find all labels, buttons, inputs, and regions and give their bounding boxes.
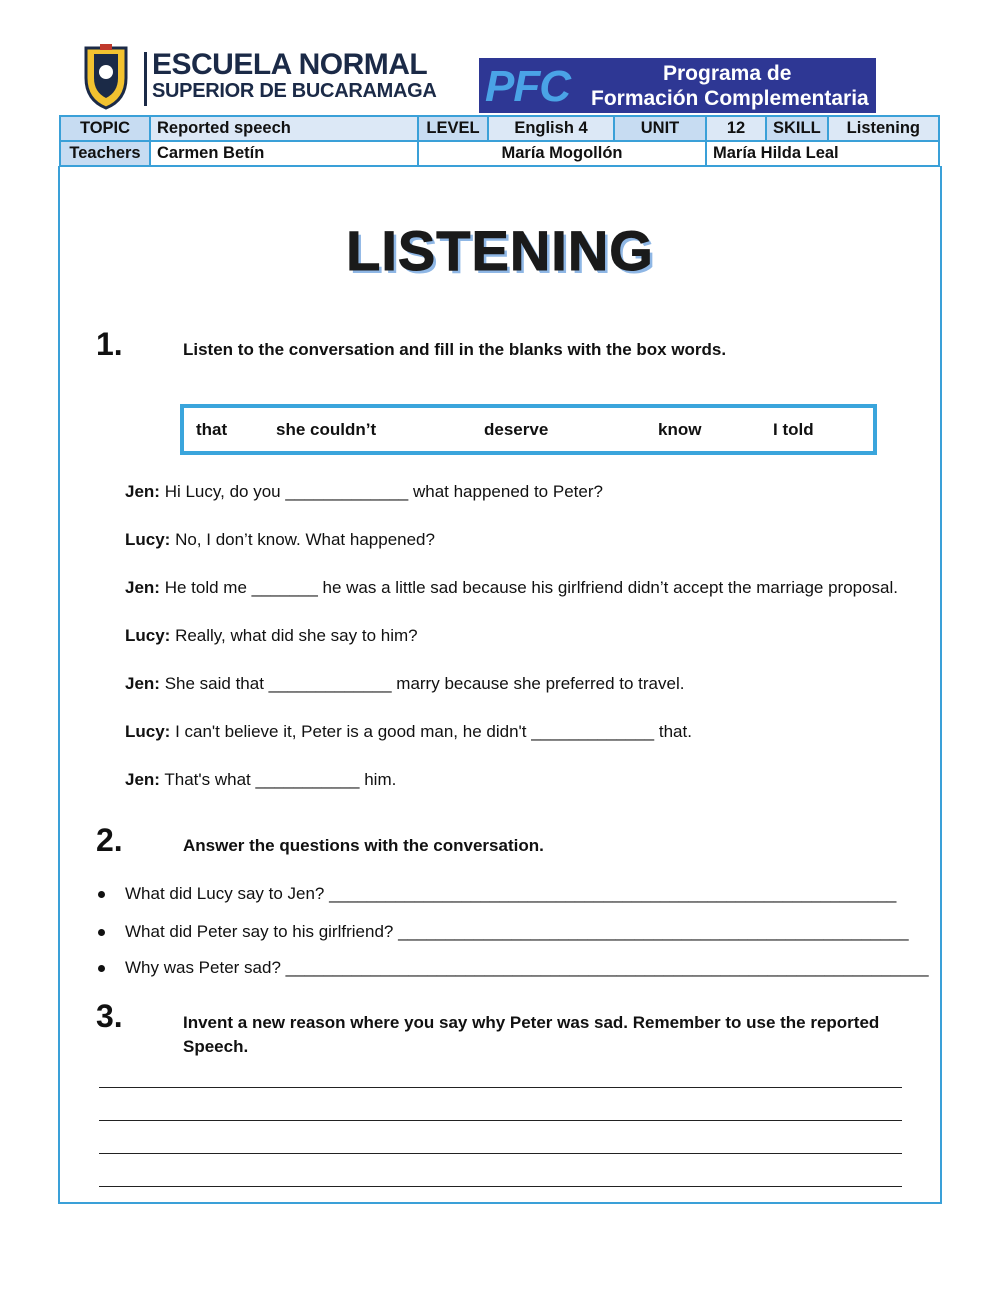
dialogue-line (125, 770, 396, 790)
exercise-3-number: 3. (96, 998, 123, 1034)
speaker-name: Jen: (125, 482, 160, 501)
worksheet-info-table (59, 115, 940, 167)
answer-line[interactable] (99, 1120, 902, 1121)
dialogue-line (125, 674, 684, 694)
pfc-banner (479, 58, 876, 113)
bullet-icon (98, 965, 105, 972)
topic-value: Reported speech (150, 116, 418, 141)
question-text: Why was Peter sad? ____________________________________________________________________ (125, 958, 929, 977)
teacher-name: María Mogollón (418, 141, 706, 166)
speaker-name: Jen: (125, 674, 160, 693)
teachers-label: Teachers (60, 141, 150, 166)
question-text: What did Peter say to his girlfriend? ______________________________________________________ (125, 922, 909, 941)
dialogue-line (125, 530, 435, 550)
word-bank-item: know (658, 420, 702, 439)
bullet-icon (98, 891, 105, 898)
page-title: LISTENING (346, 219, 654, 282)
word-bank-item: that (196, 420, 228, 439)
answer-line[interactable] (99, 1186, 902, 1187)
skill-value: Listening (828, 116, 939, 141)
exercise-2-instruction: Answer the questions with the conversation. (183, 836, 544, 855)
topic-label: TOPIC (60, 116, 150, 141)
speaker-name: Jen: (125, 770, 160, 789)
word-bank-item: she couldn’t (276, 420, 377, 439)
speaker-name: Lucy: (125, 530, 171, 549)
speaker-name: Lucy: (125, 722, 171, 741)
bullet-icon (98, 929, 105, 936)
dialogue-line (125, 482, 603, 502)
level-value: English 4 (488, 116, 614, 141)
dialogue-text: I can't believe it, Peter is a good man, he didn't _____________ that. (170, 722, 692, 741)
question-text: What did Lucy say to Jen? ____________________________________________________________ (125, 884, 897, 903)
teacher-name: Carmen Betín (150, 141, 418, 166)
level-label: LEVEL (418, 116, 488, 141)
school-crest-logo (80, 42, 132, 110)
dialogue-text: She said that _____________ marry because she preferred to travel. (159, 674, 685, 693)
dialogue-text: That's what ___________ him. (159, 770, 397, 789)
dialogue-line (125, 626, 418, 646)
unit-value: 12 (706, 116, 766, 141)
teacher-name: María Hilda Leal (706, 141, 939, 166)
word-bank-item: I told (773, 420, 814, 439)
school-name: ESCUELA NORMAL (152, 48, 428, 81)
pfc-title-line2: Formación Complementaria (591, 87, 869, 110)
school-subtitle: SUPERIOR DE BUCARAMAGA (152, 80, 437, 102)
exercise-3-instruction-cont: Speech. (183, 1037, 249, 1056)
word-bank-box (180, 404, 877, 455)
dialogue-text: He told me _______ he was a little sad because his girlfriend didn’t accept the marriage proposal. (159, 578, 899, 597)
speaker-name: Jen: (125, 578, 160, 597)
pfc-title-line1: Programa de (663, 62, 792, 85)
dialogue-line (125, 578, 898, 598)
dialogue-text: Really, what did she say to him? (170, 626, 418, 645)
dialogue-text: Hi Lucy, do you _____________ what happened to Peter? (159, 482, 603, 501)
question-item (98, 958, 929, 978)
logo-divider (144, 52, 147, 106)
speaker-name: Lucy: (125, 626, 171, 645)
skill-label: SKILL (766, 116, 828, 141)
exercise-1-number: 1. (96, 326, 123, 362)
exercise-1-instruction: Listen to the conversation and fill in the blanks with the box words. (183, 340, 727, 359)
dialogue-text: No, I don’t know. What happened? (170, 530, 435, 549)
answer-line[interactable] (99, 1087, 902, 1088)
word-bank-item: deserve (484, 420, 549, 439)
pfc-logo: PFC (485, 62, 570, 111)
exercise-3-instruction: Invent a new reason where you say why Peter was sad. Remember to use the reported (183, 1013, 880, 1032)
question-item (98, 922, 909, 942)
answer-line[interactable] (99, 1153, 902, 1154)
unit-label: UNIT (614, 116, 706, 141)
question-item (98, 884, 896, 904)
dialogue-line (125, 722, 692, 742)
exercise-2-number: 2. (96, 822, 123, 858)
